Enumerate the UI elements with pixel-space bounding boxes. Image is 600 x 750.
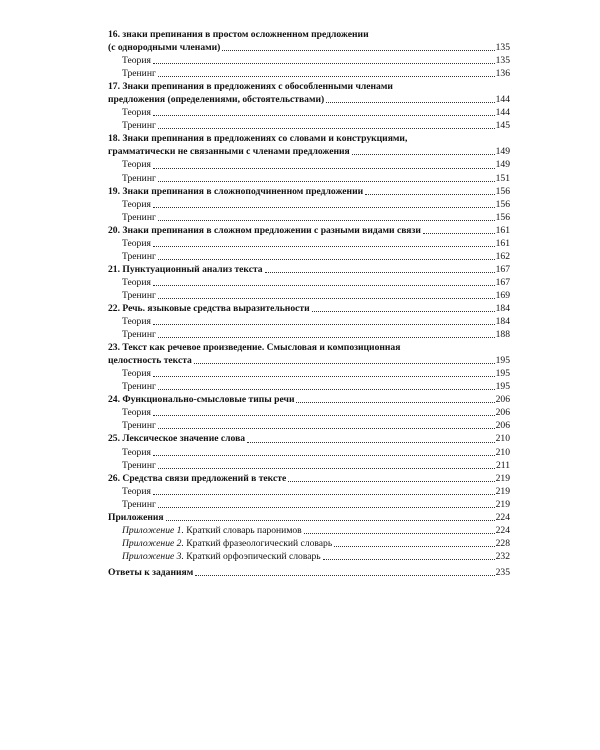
toc-page-number: 211: [495, 459, 510, 471]
toc-subsection-text: Теория: [122, 276, 151, 288]
toc-subsection-text: Тренинг: [122, 211, 156, 223]
toc-subsection-text: Теория: [122, 316, 151, 328]
toc-subsection-row: [108, 419, 510, 432]
toc-subsection-row: [108, 446, 510, 459]
toc-page-number: 144: [495, 94, 510, 106]
dot-leader: [153, 168, 495, 169]
dot-leader: [304, 533, 495, 534]
toc-subsection-row: [108, 158, 510, 171]
dot-leader: [158, 181, 495, 182]
toc-section-row: [108, 566, 510, 579]
toc-subsection-row: [108, 380, 510, 393]
toc-section-row: [108, 263, 510, 276]
dot-leader: [423, 233, 495, 234]
toc-subsection-title: [122, 237, 151, 250]
dot-leader: [158, 128, 495, 129]
toc-page-number: 219: [495, 485, 510, 497]
toc-subsection-text: Теория: [122, 237, 151, 249]
toc-subsection-text: Тренинг: [122, 420, 156, 432]
toc-subsection-text: Краткий орфоэпический словарь: [183, 550, 321, 562]
toc-subsection-title: [122, 289, 156, 302]
toc-subsection-title: [122, 198, 151, 211]
toc-page-number: 206: [495, 407, 510, 419]
toc-page-number: 219: [495, 498, 510, 510]
toc-subsection-title: [122, 550, 321, 563]
toc-section-title: 26. Средства связи предложений в тексте: [108, 472, 287, 484]
dot-leader: [158, 337, 495, 338]
dot-leader: [222, 50, 494, 51]
dot-leader: [158, 468, 495, 469]
toc-subsection-title: [122, 459, 156, 472]
toc-page-number: 149: [495, 146, 510, 158]
dot-leader: [326, 102, 494, 103]
toc-subsection-text: Краткий фразеологический словарь: [183, 537, 333, 549]
toc-subsection-row: [108, 289, 510, 302]
toc-section-title-line: [108, 80, 510, 93]
toc-subsection-title: [122, 172, 156, 185]
appendix-label: Приложение 2.: [122, 537, 184, 549]
toc-subsection-row: [108, 106, 510, 119]
toc-subsection-title: [122, 250, 156, 263]
toc-subsection-title: [122, 537, 332, 550]
toc-subsection-title: [122, 380, 156, 393]
toc-section-title-line: [108, 341, 510, 354]
dot-leader: [158, 76, 495, 77]
toc-subsection-text: Теория: [122, 407, 151, 419]
toc-subsection-row: [108, 211, 510, 224]
toc-subsection-row: [108, 328, 510, 341]
toc-subsection-row: [108, 67, 510, 80]
toc-page-number: 149: [495, 159, 510, 171]
dot-leader: [153, 415, 495, 416]
toc-section-row: [108, 41, 510, 54]
toc-page-number: 184: [495, 316, 510, 328]
toc-subsection-row: [108, 54, 510, 67]
toc-section-row: [108, 393, 510, 406]
dot-leader: [158, 298, 495, 299]
dot-leader: [153, 455, 495, 456]
toc-subsection-text: Тренинг: [122, 250, 156, 262]
toc-section-title: 19. Знаки препинания в сложноподчиненном предложении: [108, 185, 364, 197]
toc-section-row: [108, 224, 510, 237]
toc-page-number: 210: [495, 446, 510, 458]
toc-subsection-title: [122, 406, 151, 419]
toc-subsection-text: Теория: [122, 446, 151, 458]
dot-leader: [158, 220, 495, 221]
toc-section-title: 23. Текст как речевое произведение. Смысловая и композиционная: [108, 342, 401, 354]
toc-page-number: 206: [495, 420, 510, 432]
toc-subsection-title: [122, 106, 151, 119]
toc-subsection-title: [122, 446, 151, 459]
dot-leader: [153, 115, 495, 116]
table-of-contents: [108, 28, 510, 579]
toc-page-number: 224: [495, 524, 510, 536]
toc-subsection-title: [122, 158, 151, 171]
toc-page-number: 136: [495, 68, 510, 80]
toc-section-title-line: [108, 28, 510, 41]
dot-leader: [288, 481, 494, 482]
toc-subsection-title: [122, 498, 156, 511]
dot-leader: [247, 442, 495, 443]
toc-section-title: 18. Знаки препинания в предложениях со словами и конструкциями,: [108, 133, 408, 145]
toc-subsection-text: Тренинг: [122, 459, 156, 471]
toc-page-number: 206: [495, 394, 510, 406]
toc-subsection-title: [122, 367, 151, 380]
toc-page-number: 169: [495, 289, 510, 301]
toc-page-number: 188: [495, 329, 510, 341]
toc-page-number: 151: [495, 172, 510, 184]
dot-leader: [153, 494, 495, 495]
toc-page-number: 156: [495, 198, 510, 210]
toc-section-title: 22. Речь. языковые средства выразительности: [108, 302, 310, 314]
toc-subsection-row: [108, 367, 510, 380]
toc-page-number: 195: [495, 368, 510, 380]
toc-subsection-row: [108, 198, 510, 211]
dot-leader: [334, 546, 494, 547]
toc-subsection-text: Теория: [122, 198, 151, 210]
toc-section-title: 21. Пунктуационный анализ текста: [108, 263, 263, 275]
toc-section-title: Приложения: [108, 511, 164, 523]
toc-subsection-text: Тренинг: [122, 172, 156, 184]
toc-page-number: 161: [495, 224, 510, 236]
dot-leader: [365, 194, 494, 195]
toc-subsection-text: Тренинг: [122, 498, 156, 510]
toc-subsection-title: [122, 524, 302, 537]
toc-subsection-text: Теория: [122, 368, 151, 380]
toc-page-number: 195: [495, 381, 510, 393]
toc-subsection-row: [108, 485, 510, 498]
toc-subsection-text: Теория: [122, 485, 151, 497]
toc-section-title: 16. знаки препинания в простом осложненном предложении: [108, 29, 369, 40]
toc-subsection-text: Тренинг: [122, 329, 156, 341]
toc-subsection-title: [122, 276, 151, 289]
toc-page-number: 210: [495, 433, 510, 445]
toc-subsection-row: [108, 276, 510, 289]
toc-page-number: 232: [495, 550, 510, 562]
dot-leader: [158, 259, 495, 260]
dot-leader: [153, 376, 495, 377]
toc-page-number: 195: [495, 355, 510, 367]
toc-subsection-text: Краткий словарь паронимов: [183, 524, 302, 536]
toc-section-row: [108, 432, 510, 445]
toc-section-title: 24. Функционально-смысловые типы речи: [108, 394, 295, 406]
toc-subsection-row: [108, 406, 510, 419]
dot-leader: [312, 311, 495, 312]
toc-page-number: 224: [495, 511, 510, 523]
dot-leader: [195, 575, 494, 576]
toc-subsection-row: [108, 498, 510, 511]
dot-leader: [166, 520, 495, 521]
dot-leader: [158, 428, 495, 429]
toc-subsection-title: [122, 328, 156, 341]
dot-leader: [153, 285, 495, 286]
toc-page-number: 161: [495, 237, 510, 249]
appendix-label: Приложение 1.: [122, 524, 184, 536]
toc-section-row: [108, 93, 510, 106]
dot-leader: [158, 507, 495, 508]
toc-subsection-row: [108, 315, 510, 328]
toc-section-row: [108, 185, 510, 198]
toc-section-row: [108, 302, 510, 315]
dot-leader: [265, 272, 495, 273]
toc-section-title: (с однородными членами): [108, 42, 221, 54]
toc-subsection-text: Тренинг: [122, 289, 156, 301]
toc-subsection-text: Тренинг: [122, 120, 156, 132]
dot-leader: [352, 154, 495, 155]
toc-subsection-row: [108, 250, 510, 263]
toc-subsection-title: [122, 485, 151, 498]
toc-page-number: 167: [495, 276, 510, 288]
toc-page-number: 144: [495, 107, 510, 119]
toc-page-number: 135: [495, 42, 510, 54]
toc-section-title: грамматически не связанными с членами предложения: [108, 146, 350, 158]
toc-page-number: 235: [495, 566, 510, 578]
toc-section-row: [108, 472, 510, 485]
dot-leader: [153, 324, 495, 325]
toc-subsection-title: [122, 211, 156, 224]
toc-section-title-line: [108, 132, 510, 145]
toc-subsection-row: [108, 524, 510, 537]
dot-leader: [153, 63, 495, 64]
toc-section-row: [108, 145, 510, 158]
toc-subsection-text: Теория: [122, 107, 151, 119]
toc-section-title: 17. Знаки препинания в предложениях с обособленными членами: [108, 81, 393, 93]
toc-subsection-text: Тренинг: [122, 68, 156, 80]
toc-page-number: 156: [495, 185, 510, 197]
dot-leader: [296, 402, 494, 403]
toc-page-number: 156: [495, 211, 510, 223]
toc-section-title: 25. Лексическое значение слова: [108, 433, 246, 445]
dot-leader: [194, 363, 495, 364]
toc-subsection-row: [108, 537, 510, 550]
toc-subsection-row: [108, 237, 510, 250]
toc-page-number: 184: [495, 302, 510, 314]
toc-page-number: 167: [495, 263, 510, 275]
toc-subsection-title: [122, 67, 156, 80]
toc-page-number: 228: [495, 537, 510, 549]
dot-leader: [158, 389, 495, 390]
toc-subsection-row: [108, 119, 510, 132]
toc-section-title: Ответы к заданиям: [108, 566, 194, 578]
toc-subsection-row: [108, 550, 510, 563]
toc-page-number: 145: [495, 120, 510, 132]
toc-subsection-title: [122, 119, 156, 132]
appendix-label: Приложение 3.: [122, 550, 184, 562]
toc-subsection-text: Теория: [122, 55, 151, 67]
toc-subsection-title: [122, 54, 151, 67]
toc-subsection-row: [108, 172, 510, 185]
toc-page-number: 135: [495, 55, 510, 67]
toc-subsection-text: Теория: [122, 159, 151, 171]
toc-subsection-title: [122, 315, 151, 328]
toc-section-row: [108, 511, 510, 524]
toc-subsection-text: Тренинг: [122, 381, 156, 393]
toc-page-number: 219: [495, 472, 510, 484]
dot-leader: [153, 246, 495, 247]
toc-section-title: предложения (определениями, обстоятельствами): [108, 94, 325, 106]
toc-section-row: [108, 354, 510, 367]
dot-leader: [323, 559, 495, 560]
toc-subsection-title: [122, 419, 156, 432]
toc-page-number: 162: [495, 250, 510, 262]
toc-subsection-row: [108, 459, 510, 472]
dot-leader: [153, 207, 495, 208]
toc-section-title: целостность текста: [108, 355, 192, 367]
toc-section-title: 20. Знаки препинания в сложном предложении с разными видами связи: [108, 224, 421, 236]
